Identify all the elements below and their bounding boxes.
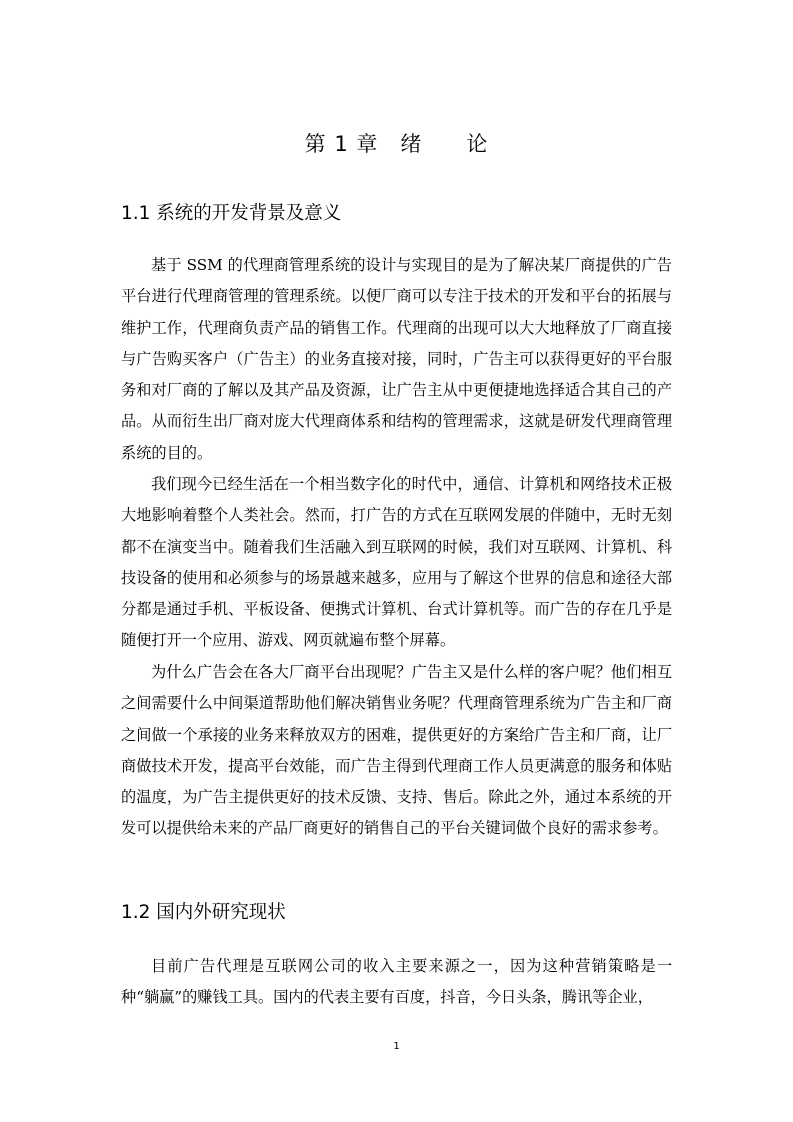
section-heading-1-2: 1.2 国内外研究现状 [121,902,286,923]
paragraph-digital-era: 我们现今已经生活在一个相当数字化的时代中，通信、计算机和网络技术正极大地影响着整个人类社会。然而，打广告的方式在互联网发展的伴随中，无时无刻都不在演变当中。随着我们生活融入到互联网的时候，我们对互联网、计算机、科技设备的使用和必须参与的场景越来越多，应用与了解这个世界的信息和途径大部分都是通过手机、平板设备、便携式计算机、台式计算机等。而广告的存在几乎是随便打开一个应用、游戏、网页就遍布整个屏幕。 [121,475,672,650]
chapter-title: 第 1 章 绪 论 [304,132,489,156]
page-number: 1 [393,1041,400,1052]
paragraph-research-status: 目前广告代理是互联网公司的收入主要来源之一，因为这种营销策略是一种“躺赢”的赚钱工具。国内的代表主要有百度，抖音，今日头条，腾讯等企业， [121,957,672,1007]
paragraph-why-advertising: 为什么广告会在各大厂商平台出现呢？广告主又是什么样的客户呢？他们相互之间需要什么中间渠道帮助他们解决销售业务呢？代理商管理系统为广告主和厂商之间做一个承接的业务来释放双方的困难，提供更好的方案给广告主和厂商，让厂商做技术开发，提高平台效能，而广告主得到代理商工作人员更满意的服务和体贴的温度，为广告主提供更好的技术反馈、支持、售后。除此之外，通过本系统的开发可以提供给未来的产品厂商更好的销售自己的平台关键词做个良好的需求参考。 [121,663,672,838]
paragraph-background-purpose: 基于 SSM 的代理商管理系统的设计与实现目的是为了解决某厂商提供的广告平台进行代理商管理的管理系统。以便厂商可以专注于技术的开发和平台的拓展与维护工作，代理商负责产品的销售工作。代理商的出现可以大大地释放了厂商直接与广告购买客户（广告主）的业务直接对接，同时，广告主可以获得更好的平台服务和对厂商的了解以及其产品及资源，让广告主从中更便捷地选择适合其自己的产品。从而衍生出厂商对庞大代理商体系和结构的管理需求，这就是研发代理商管理系统的目的。 [121,256,672,462]
section-heading-1-1: 1.1 系统的开发背景及意义 [121,203,342,224]
